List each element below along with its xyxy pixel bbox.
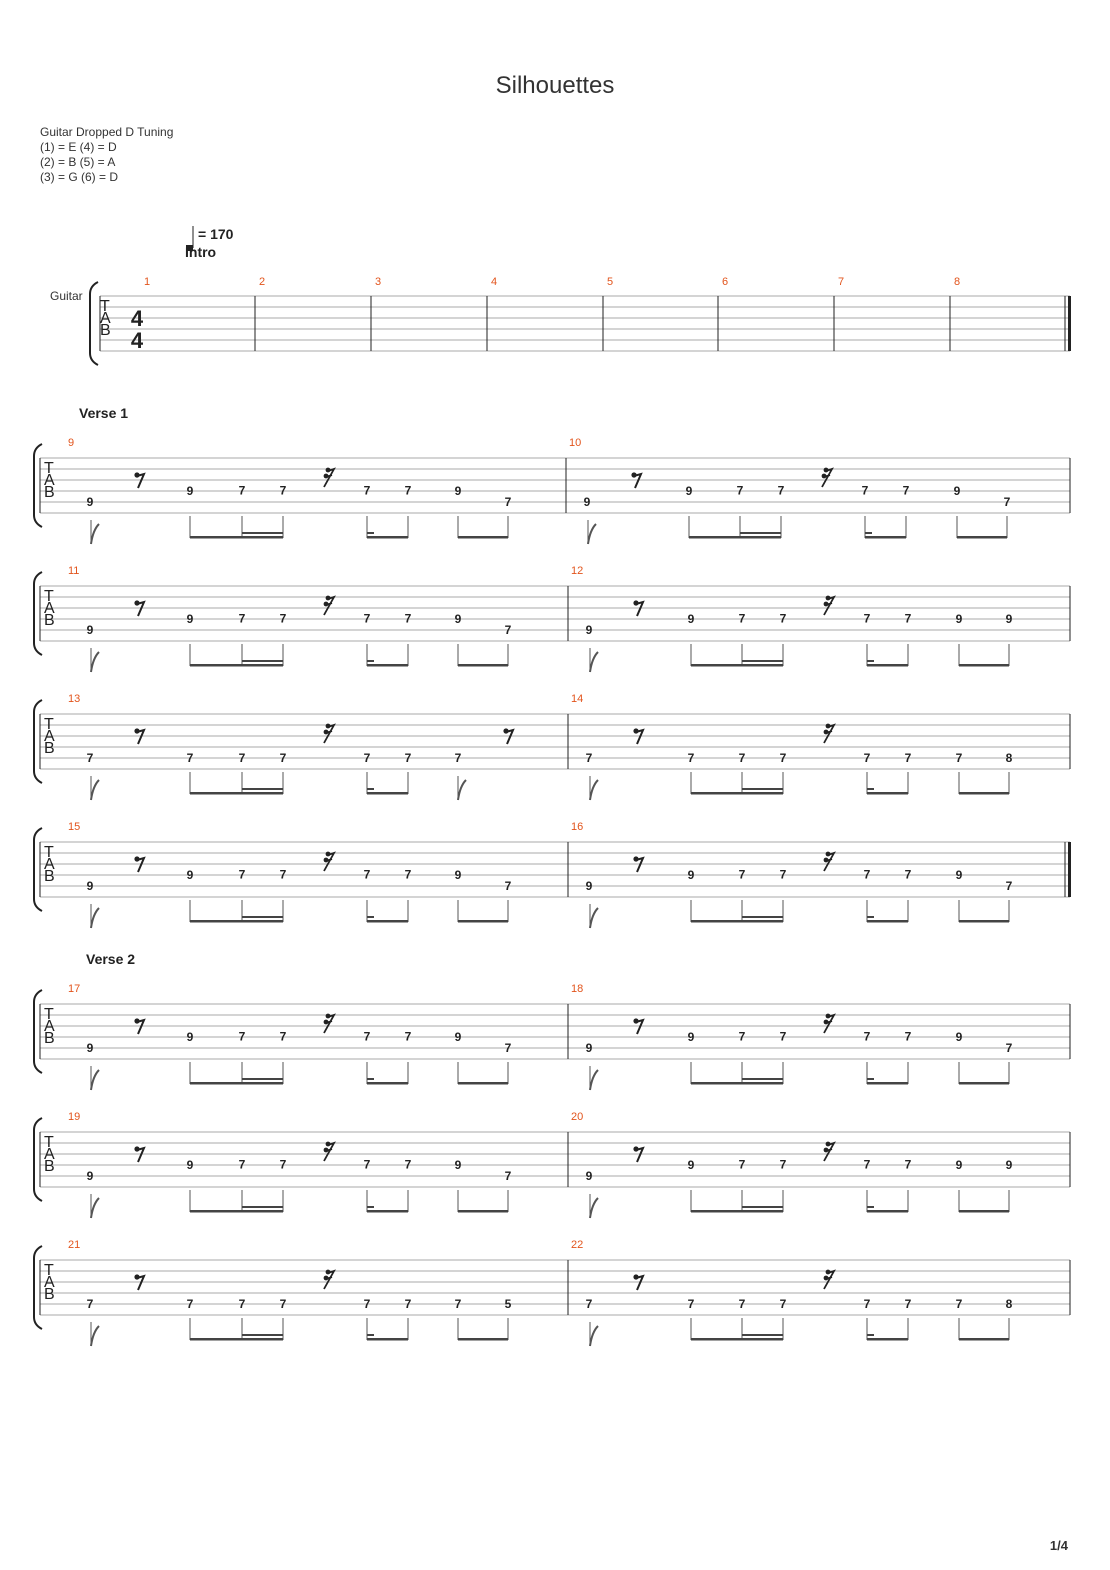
fret-number: 7 (738, 867, 746, 882)
beam (367, 1334, 374, 1336)
tab-letter-b: B (44, 1030, 55, 1047)
bar-number: 15 (68, 821, 81, 833)
beam (691, 664, 783, 667)
note-flag (590, 1326, 598, 1346)
beam (865, 536, 906, 539)
fret-number: 9 (186, 612, 194, 626)
beam (867, 920, 908, 923)
fret-number: 7 (363, 483, 371, 498)
tab-letter-t: T (44, 588, 54, 605)
tab-letter-t: T (44, 844, 54, 861)
fret-number: 9 (955, 1158, 963, 1172)
fret-number: 7 (404, 867, 412, 882)
fret-number: 9 (687, 1030, 695, 1044)
beam (689, 536, 781, 539)
beam (959, 1210, 1009, 1213)
fret-number: 7 (404, 1297, 412, 1311)
beam (242, 916, 283, 918)
fret-number: 7 (1005, 1041, 1013, 1055)
beam (367, 536, 408, 539)
beam (242, 1078, 283, 1080)
sixteenth-rest (824, 596, 834, 615)
sixteenth-rest (324, 1142, 334, 1161)
tuning-strings-2-5: (2) = B (5) = A (40, 155, 116, 169)
fret-number: 7 (738, 1029, 746, 1044)
tab-letter-b: B (100, 322, 111, 339)
bar-number: 20 (571, 1111, 584, 1123)
beam (367, 792, 408, 795)
beam (691, 792, 783, 795)
tab-letter-b: B (44, 1286, 55, 1303)
bar-number: 8 (954, 276, 961, 288)
beam (458, 536, 508, 539)
fret-number: 7 (279, 751, 287, 765)
note-flag (91, 524, 99, 544)
fret-number: 9 (955, 868, 963, 882)
bar-number: 11 (68, 565, 80, 577)
section-label: Verse 1 (79, 405, 129, 421)
section-label: Verse 2 (86, 951, 136, 967)
fret-number: 9 (86, 495, 94, 509)
note-flag (590, 1198, 598, 1218)
beam (367, 664, 408, 667)
fret-number: 7 (687, 1297, 695, 1311)
note-flag (590, 908, 598, 928)
beam (190, 536, 283, 539)
fret-number: 9 (585, 1041, 593, 1055)
beam (691, 1210, 783, 1213)
fret-number: 9 (186, 868, 194, 882)
fret-number: 7 (863, 1029, 871, 1044)
fret-number: 9 (86, 623, 94, 637)
tab-letter-b: B (44, 484, 55, 501)
fret-number: 7 (363, 751, 371, 765)
tab-letter-a: A (44, 728, 55, 745)
beam (367, 1082, 408, 1085)
beam (458, 1082, 508, 1085)
bar-number: 10 (569, 437, 582, 449)
tab-letter-t: T (100, 298, 110, 315)
fret-number: 7 (404, 1029, 412, 1044)
beam (867, 660, 874, 662)
fret-number: 9 (955, 612, 963, 626)
beam (367, 916, 374, 918)
beam (458, 920, 508, 923)
beam (867, 1334, 874, 1336)
note-flag (458, 780, 466, 800)
beam (742, 1334, 783, 1336)
fret-number: 7 (904, 1157, 912, 1172)
bar-number: 17 (68, 983, 81, 995)
beam (190, 1082, 283, 1085)
beam (742, 1206, 783, 1208)
fret-number: 8 (1005, 751, 1013, 765)
fret-number: 7 (1005, 879, 1013, 893)
song-title: Silhouettes (495, 72, 615, 99)
beam (691, 1338, 783, 1341)
fret-number: 7 (777, 483, 785, 498)
fret-number: 7 (738, 611, 746, 626)
bar-number: 7 (838, 276, 845, 288)
bar-number: 3 (375, 276, 382, 288)
fret-number: 7 (363, 1297, 371, 1311)
beam (190, 1210, 283, 1213)
note-flag (590, 780, 598, 800)
final-barline-thick (1068, 296, 1071, 351)
tab-letter-b: B (44, 740, 55, 757)
fret-number: 7 (863, 611, 871, 626)
fret-number: 7 (585, 1297, 593, 1311)
fret-number: 7 (863, 751, 871, 765)
bar-number: 4 (491, 276, 498, 288)
fret-number: 7 (186, 1297, 194, 1311)
sixteenth-rest (824, 1142, 834, 1161)
fret-number: 7 (863, 1297, 871, 1311)
tuning-strings-1-4: (1) = E (4) = D (40, 140, 117, 154)
fret-number: 9 (585, 623, 593, 637)
beam (959, 1082, 1009, 1085)
fret-number: 9 (454, 612, 462, 626)
bar-number: 9 (68, 437, 75, 449)
fret-number: 7 (279, 611, 287, 626)
beam (190, 664, 283, 667)
beam (959, 1338, 1009, 1341)
sixteenth-rest (324, 596, 334, 615)
fret-number: 7 (904, 1029, 912, 1044)
tab-letter-t: T (44, 1262, 54, 1279)
beam (867, 1338, 908, 1341)
beam (242, 1334, 283, 1336)
bar-number: 14 (571, 693, 584, 705)
beam (242, 1206, 283, 1208)
fret-number: 9 (953, 484, 961, 498)
beam (242, 660, 283, 662)
fret-number: 7 (779, 1297, 787, 1311)
fret-number: 7 (404, 611, 412, 626)
fret-number: 9 (86, 1169, 94, 1183)
fret-number: 7 (238, 751, 246, 765)
fret-number: 7 (404, 751, 412, 765)
time-signature-bottom: 4 (130, 328, 144, 353)
tab-letter-t: T (44, 716, 54, 733)
beam (242, 532, 283, 534)
sixteenth-rest (824, 852, 834, 871)
bar-number: 1 (144, 276, 151, 288)
note-flag (91, 908, 99, 928)
beam (691, 920, 783, 923)
fret-number: 7 (863, 867, 871, 882)
fret-number: 9 (687, 868, 695, 882)
time-signature-top: 4 (130, 306, 144, 331)
tab-letter-t: T (44, 1134, 54, 1151)
fret-number: 7 (955, 1297, 963, 1311)
fret-number: 7 (279, 1157, 287, 1172)
fret-number: 7 (279, 1297, 287, 1311)
fret-number: 9 (585, 1169, 593, 1183)
system-bracket (34, 572, 42, 655)
fret-number: 9 (955, 1030, 963, 1044)
note-flag (590, 1070, 598, 1090)
fret-number: 7 (404, 1157, 412, 1172)
beam (959, 792, 1009, 795)
fret-number: 9 (687, 612, 695, 626)
system-bracket (34, 828, 42, 911)
tab-letter-a: A (44, 856, 55, 873)
fret-number: 7 (363, 611, 371, 626)
bar-number: 2 (259, 276, 266, 288)
beam (959, 920, 1009, 923)
beam (959, 664, 1009, 667)
beam (742, 788, 783, 790)
fret-number: 7 (863, 1157, 871, 1172)
fret-number: 7 (779, 1157, 787, 1172)
fret-number: 7 (585, 751, 593, 765)
beam (190, 1338, 283, 1341)
fret-number: 7 (738, 1297, 746, 1311)
tab-letter-b: B (44, 612, 55, 629)
tab-letter-a: A (44, 472, 55, 489)
beam (740, 532, 781, 534)
beam (458, 1338, 508, 1341)
bar-number: 5 (607, 276, 614, 288)
system-bracket (34, 700, 42, 783)
beam (367, 1078, 374, 1080)
instrument-label: Guitar (50, 289, 83, 303)
sixteenth-rest (324, 852, 334, 871)
sixteenth-rest (824, 1014, 834, 1033)
fret-number: 7 (238, 1297, 246, 1311)
fret-number: 7 (238, 867, 246, 882)
sixteenth-rest (324, 468, 334, 487)
fret-number: 7 (738, 751, 746, 765)
note-flag (91, 652, 99, 672)
beam (367, 1210, 408, 1213)
bar-number: 16 (571, 821, 584, 833)
fret-number: 7 (902, 483, 910, 498)
beam (742, 1078, 783, 1080)
bar-number: 18 (571, 983, 584, 995)
beam (867, 1078, 874, 1080)
beam (867, 788, 874, 790)
fret-number: 7 (861, 483, 869, 498)
fret-number: 9 (186, 484, 194, 498)
fret-number: 7 (904, 1297, 912, 1311)
sixteenth-rest (324, 1270, 334, 1289)
beam (458, 1210, 508, 1213)
fret-number: 7 (779, 867, 787, 882)
system-bracket (34, 1246, 42, 1329)
note-flag (91, 1198, 99, 1218)
beam (367, 660, 374, 662)
system-bracket (34, 990, 42, 1073)
beam (742, 916, 783, 918)
note-flag (590, 652, 598, 672)
fret-number: 7 (779, 1029, 787, 1044)
sixteenth-rest (824, 724, 834, 743)
fret-number: 7 (904, 867, 912, 882)
fret-number: 5 (504, 1297, 512, 1311)
bar-number: 19 (68, 1111, 81, 1123)
system-bracket (90, 282, 98, 365)
beam (867, 664, 908, 667)
beam (867, 916, 874, 918)
fret-number: 7 (779, 611, 787, 626)
beam (867, 792, 908, 795)
note-flag (91, 1326, 99, 1346)
fret-number: 7 (238, 1029, 246, 1044)
fret-number: 9 (585, 879, 593, 893)
note-flag (91, 780, 99, 800)
fret-number: 9 (186, 1030, 194, 1044)
page-number: 1/4 (1049, 1538, 1068, 1553)
section-label-intro: Intro (185, 244, 217, 260)
beam (367, 1206, 374, 1208)
fret-number: 7 (687, 751, 695, 765)
beam (190, 792, 283, 795)
bar-number: 22 (571, 1239, 584, 1251)
final-barline-thick (1068, 842, 1071, 897)
tab-letter-b: B (44, 868, 55, 885)
note-flag (91, 1070, 99, 1090)
fret-number: 9 (1005, 1158, 1013, 1172)
fret-number: 7 (1003, 495, 1011, 509)
fret-number: 9 (687, 1158, 695, 1172)
fret-number: 7 (363, 867, 371, 882)
fret-number: 7 (186, 751, 194, 765)
fret-number: 9 (186, 1158, 194, 1172)
tab-letter-a: A (44, 1018, 55, 1035)
beam (458, 664, 508, 667)
system-bracket (34, 1118, 42, 1201)
fret-number: 7 (279, 1029, 287, 1044)
sixteenth-rest (324, 724, 334, 743)
fret-number: 9 (86, 1041, 94, 1055)
fret-number: 9 (454, 868, 462, 882)
beam (867, 1082, 908, 1085)
beam (691, 1082, 783, 1085)
tab-letter-a: A (44, 1146, 55, 1163)
system-bracket (34, 444, 42, 527)
fret-number: 7 (363, 1157, 371, 1172)
fret-number: 7 (504, 879, 512, 893)
tuning-strings-3-6: (3) = G (6) = D (40, 170, 119, 184)
fret-number: 7 (86, 751, 94, 765)
fret-number: 7 (904, 611, 912, 626)
beam (367, 532, 374, 534)
tab-letter-t: T (44, 460, 54, 477)
fret-number: 7 (779, 751, 787, 765)
fret-number: 7 (404, 483, 412, 498)
fret-number: 7 (738, 1157, 746, 1172)
beam (190, 920, 283, 923)
fret-number: 7 (504, 1041, 512, 1055)
fret-number: 7 (454, 1297, 462, 1311)
fret-number: 7 (279, 483, 287, 498)
note-flag (588, 524, 596, 544)
fret-number: 7 (904, 751, 912, 765)
bar-number: 6 (722, 276, 729, 288)
tab-letter-a: A (100, 310, 111, 327)
fret-number: 7 (238, 483, 246, 498)
beam (867, 1210, 908, 1213)
fret-number: 7 (238, 611, 246, 626)
fret-number: 9 (454, 484, 462, 498)
tempo-value: = 170 (198, 226, 234, 242)
beam (957, 536, 1007, 539)
fret-number: 7 (454, 751, 462, 765)
beam (367, 788, 374, 790)
fret-number: 7 (238, 1157, 246, 1172)
beam (742, 660, 783, 662)
sixteenth-rest (324, 1014, 334, 1033)
fret-number: 9 (86, 879, 94, 893)
beam (867, 1206, 874, 1208)
bar-number: 13 (68, 693, 81, 705)
fret-number: 9 (685, 484, 693, 498)
tab-letter-a: A (44, 1274, 55, 1291)
beam (367, 1338, 408, 1341)
fret-number: 7 (363, 1029, 371, 1044)
fret-number: 7 (279, 867, 287, 882)
fret-number: 7 (504, 1169, 512, 1183)
beam (242, 788, 283, 790)
bar-number: 21 (68, 1239, 81, 1251)
fret-number: 9 (1005, 612, 1013, 626)
tuning-name: Guitar Dropped D Tuning (40, 125, 174, 139)
fret-number: 7 (86, 1297, 94, 1311)
beam (865, 532, 872, 534)
beam (367, 920, 408, 923)
fret-number: 9 (454, 1030, 462, 1044)
bar-number: 12 (571, 565, 584, 577)
tab-letter-t: T (44, 1006, 54, 1023)
fret-number: 7 (504, 495, 512, 509)
sixteenth-rest (822, 468, 832, 487)
fret-number: 7 (504, 623, 512, 637)
sixteenth-rest (824, 1270, 834, 1289)
fret-number: 7 (955, 751, 963, 765)
tab-letter-a: A (44, 600, 55, 617)
fret-number: 7 (736, 483, 744, 498)
tab-letter-b: B (44, 1158, 55, 1175)
fret-number: 9 (583, 495, 591, 509)
fret-number: 9 (454, 1158, 462, 1172)
fret-number: 8 (1005, 1297, 1013, 1311)
